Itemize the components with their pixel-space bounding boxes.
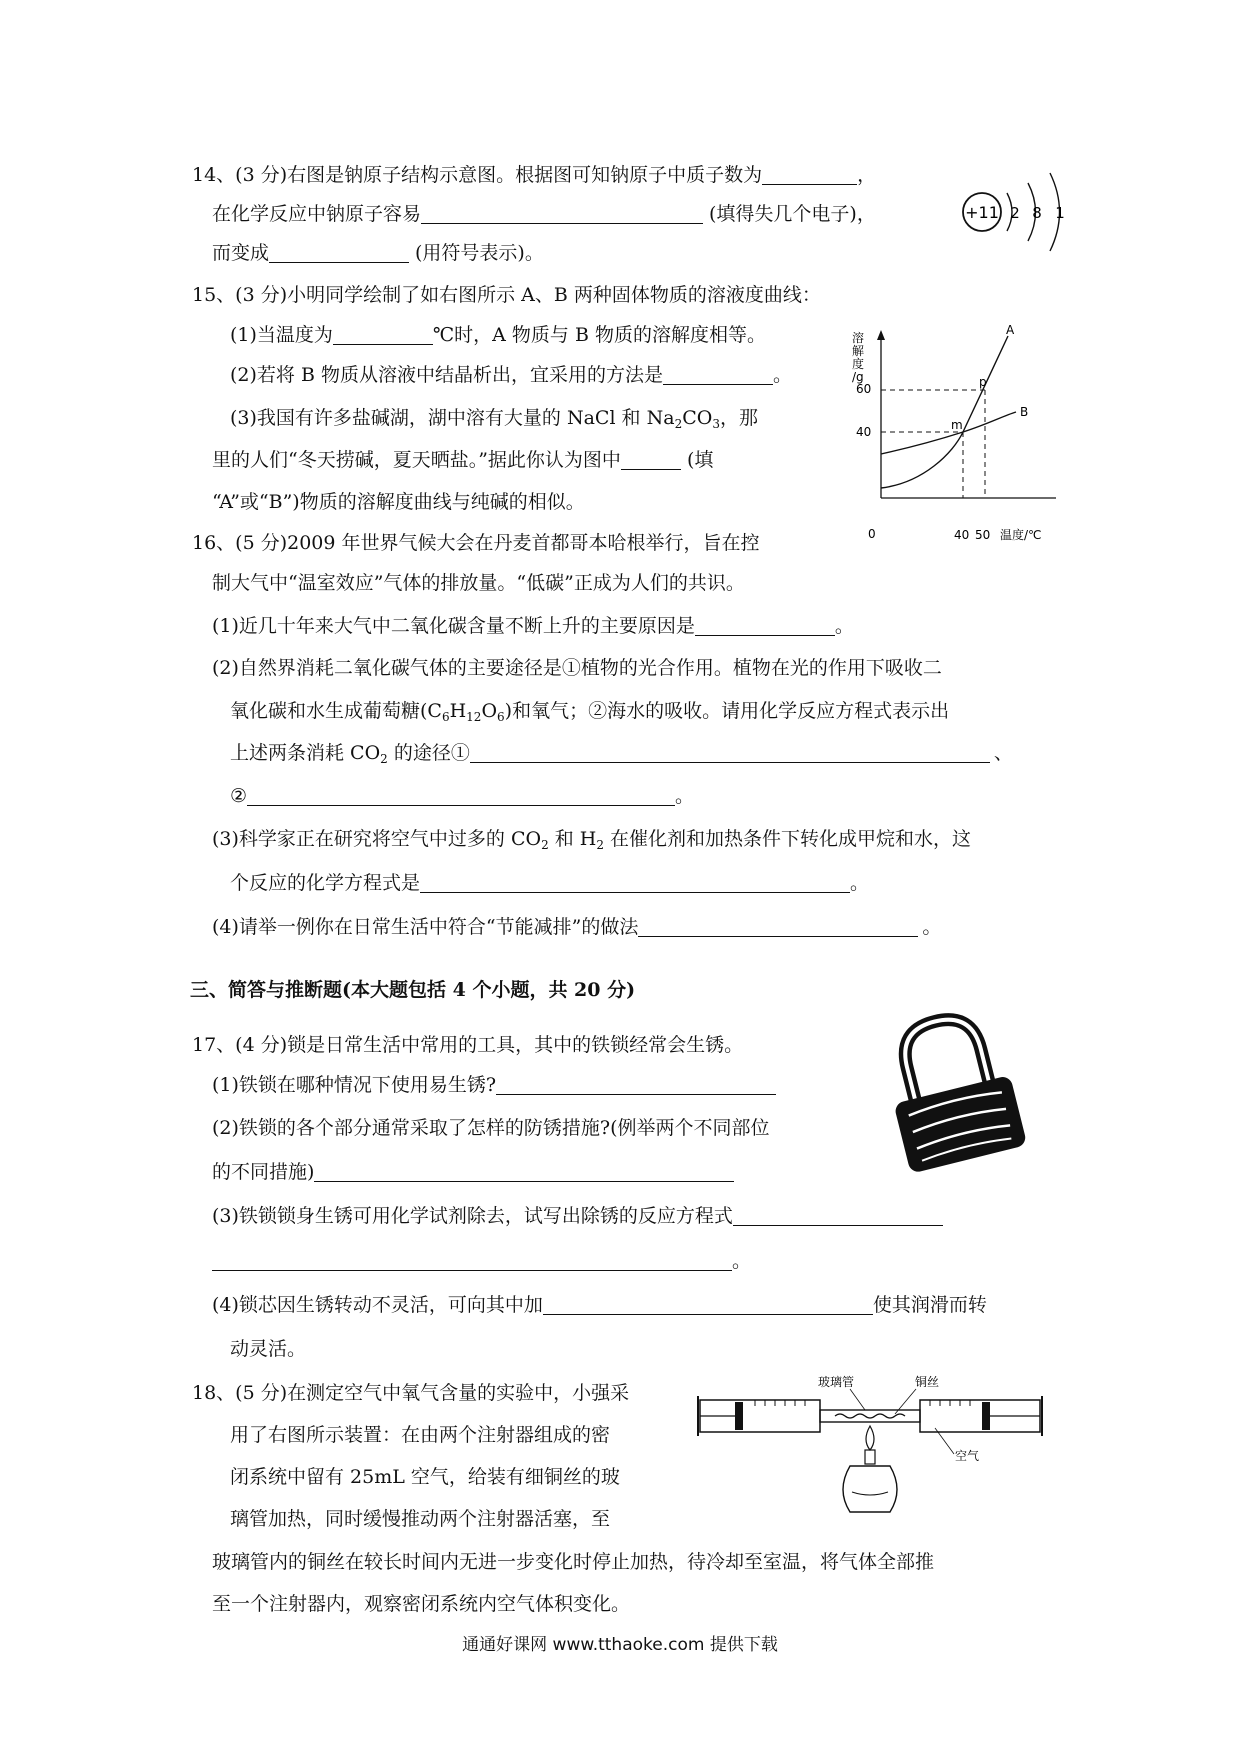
answer-blank[interactable] xyxy=(543,1292,873,1315)
q17-line5: (3)铁锁锁身生锈可用化学试剂除去，试写出除锈的反应方程式 xyxy=(212,1201,943,1231)
q14-line3: 而变成 (用符号表示)。 xyxy=(212,242,544,264)
alcohol-lamp xyxy=(843,1466,897,1512)
q14-line2: 在化学反应中钠原子容易 (填得失几个电子)， xyxy=(212,203,876,225)
curve-b xyxy=(881,412,1016,454)
page-footer: 通通好课网 www.tthaoke.com 提供下载 xyxy=(462,1635,778,1655)
q15-line3: (2)若将 B 物质从溶液中结晶析出，宜采用的方法是 。 xyxy=(230,364,792,386)
curve-b-label: B xyxy=(1020,405,1029,419)
q17-line8: 动灵活。 xyxy=(230,1338,307,1360)
q15-line2: (1)当温度为 ℃时，A 物质与 B 物质的溶解度相等。 xyxy=(230,324,766,346)
shell2-count: 8 xyxy=(1032,204,1042,222)
q18-line5: 玻璃管内的铜丝在较长时间内无进一步变化时停止加热，待冷却至室温，将气体全部推 xyxy=(212,1551,935,1573)
q18-line1: 18、(5 分)在测定空气中氧气含量的实验中，小强采 xyxy=(192,1382,630,1404)
q17-line6: 。 xyxy=(212,1246,751,1276)
q18-line4: 璃管加热，同时缓慢推动两个注射器活塞，至 xyxy=(230,1508,611,1530)
answer-blank[interactable] xyxy=(496,1072,776,1095)
solubility-graph xyxy=(838,318,1078,550)
q16-line2: 制大气中“温室效应”气体的排放量。“低碳”正成为人们的共识。 xyxy=(212,572,745,594)
answer-blank[interactable] xyxy=(638,914,918,937)
sodium-atom-diagram xyxy=(955,165,1075,255)
q16-line8: (3)科学家正在研究将空气中过多的 $CO_2$ 和 $H_2$ 在催化剂和加热条件下转化成甲烷和水，这 xyxy=(212,828,972,852)
answer-blank[interactable] xyxy=(212,1248,732,1271)
q18-line3: 闭系统中留有 25mL 空气，给装有细铜丝的玻 xyxy=(230,1466,620,1488)
left-plunger xyxy=(735,1402,743,1430)
answer-blank[interactable] xyxy=(695,613,835,636)
q15-line1: 15、(3 分)小明同学绘制了如右图所示 A、B 两种固体物质的溶液度曲线： xyxy=(192,284,821,306)
x-tick-40: 40 xyxy=(954,528,970,542)
q17-line1: 17、(4 分)锁是日常生活中常用的工具，其中的铁锁经常会生锈。 xyxy=(192,1034,744,1056)
curve-a xyxy=(881,336,1008,488)
y-axis-label: 溶 解 度 /g xyxy=(852,331,865,384)
answer-blank[interactable] xyxy=(663,362,773,385)
q16-line7: ② 。 xyxy=(230,785,695,807)
q15-line6: “A”或“B”)物质的溶解度曲线与纯碱的相似。 xyxy=(212,491,585,513)
q16-line10: (4)请举一例你在日常生活中符合“节能减排”的做法 。 xyxy=(212,916,942,938)
flame xyxy=(866,1426,874,1450)
q18-line2: 用了右图所示装置：在由两个注射器组成的密 xyxy=(230,1424,611,1446)
point-m-label: m xyxy=(951,418,963,432)
q16-line3: (1)近几十年来大气中二氧化碳含量不断上升的主要原因是 。 xyxy=(212,615,854,637)
q16-line5: 氧化碳和水生成葡萄糖$(C_6H_{12}O_6)$和氧气；②海水的吸收。请用化学反应方程式表示出 xyxy=(230,700,950,724)
section-title: 三、简答与推断题(本大题包括 4 个小题，共 20 分) xyxy=(190,979,636,1001)
right-plunger xyxy=(982,1402,990,1430)
q16-line9: 个反应的化学方程式是 。 xyxy=(230,872,870,894)
q14-line1: 14、(3 分)右图是钠原子结构示意图。根据图可知钠原子中质子数为 ， xyxy=(192,164,877,186)
answer-blank[interactable] xyxy=(762,162,857,185)
lamp-wick xyxy=(865,1450,875,1464)
curve-a-label: A xyxy=(1006,323,1015,337)
copper-wire xyxy=(835,1414,905,1418)
answer-blank[interactable] xyxy=(314,1159,734,1182)
label-copper-wire: 铜丝 xyxy=(915,1375,940,1389)
label-air: 空气 xyxy=(955,1449,980,1463)
answer-blank[interactable] xyxy=(420,870,850,893)
y-axis-arrow xyxy=(877,330,885,340)
q16-line4: (2)自然界消耗二氧化碳气体的主要途径是①植物的光合作用。植物在光的作用下吸收二 xyxy=(212,657,942,679)
q16-line6: 上述两条消耗 $CO_2$ 的途径① 、 xyxy=(230,742,1013,766)
x-axis-label: 温度/℃ xyxy=(1000,528,1042,542)
nucleus-charge: +11 xyxy=(965,203,999,222)
q17-line7: (4)锁芯因生锈转动不灵活，可向其中加 使其润滑而转 xyxy=(212,1294,987,1316)
q17-line2: (1)铁锁在哪种情况下使用易生锈? xyxy=(212,1070,776,1100)
q17-line3: (2)铁锁的各个部分通常采取了怎样的防锈措施?(例举两个不同部位 xyxy=(212,1117,770,1139)
answer-blank[interactable] xyxy=(269,240,409,263)
label-glass-tube: 玻璃管 xyxy=(818,1375,855,1389)
shell3-count: 1 xyxy=(1055,204,1065,222)
x-tick-50: 50 xyxy=(975,528,991,542)
shell1-count: 2 xyxy=(1010,204,1020,222)
y-axis-label: 溶 xyxy=(852,331,865,345)
answer-blank[interactable] xyxy=(621,447,681,470)
y-tick-60: 60 xyxy=(856,382,872,396)
answer-blank[interactable] xyxy=(733,1203,943,1226)
point-p-label: p xyxy=(979,375,987,389)
y-tick-40: 40 xyxy=(856,425,872,439)
padlock-illustration xyxy=(865,1010,1035,1175)
answer-blank[interactable] xyxy=(470,740,990,763)
answer-blank[interactable] xyxy=(421,201,703,224)
q16-line1: 16、(5 分)2009 年世界气候大会在丹麦首都哥本哈根举行，旨在控 xyxy=(192,532,760,554)
q17-line4: 的不同措施) xyxy=(212,1157,734,1187)
syringe-apparatus xyxy=(690,1370,1060,1530)
origin-label: 0 xyxy=(868,527,876,541)
answer-blank[interactable] xyxy=(247,783,675,806)
q15-line5: 里的人们“冬天捞碱，夏天晒盐。”据此你认为图中 (填 xyxy=(212,449,714,471)
q15-line4: (3)我国有许多盐碱湖，湖中溶有大量的 NaCl 和 $Na_2CO_3$，那 xyxy=(230,407,758,431)
q18-line6: 至一个注射器内，观察密闭系统内空气体积变化。 xyxy=(212,1593,631,1615)
answer-blank[interactable] xyxy=(333,322,433,345)
